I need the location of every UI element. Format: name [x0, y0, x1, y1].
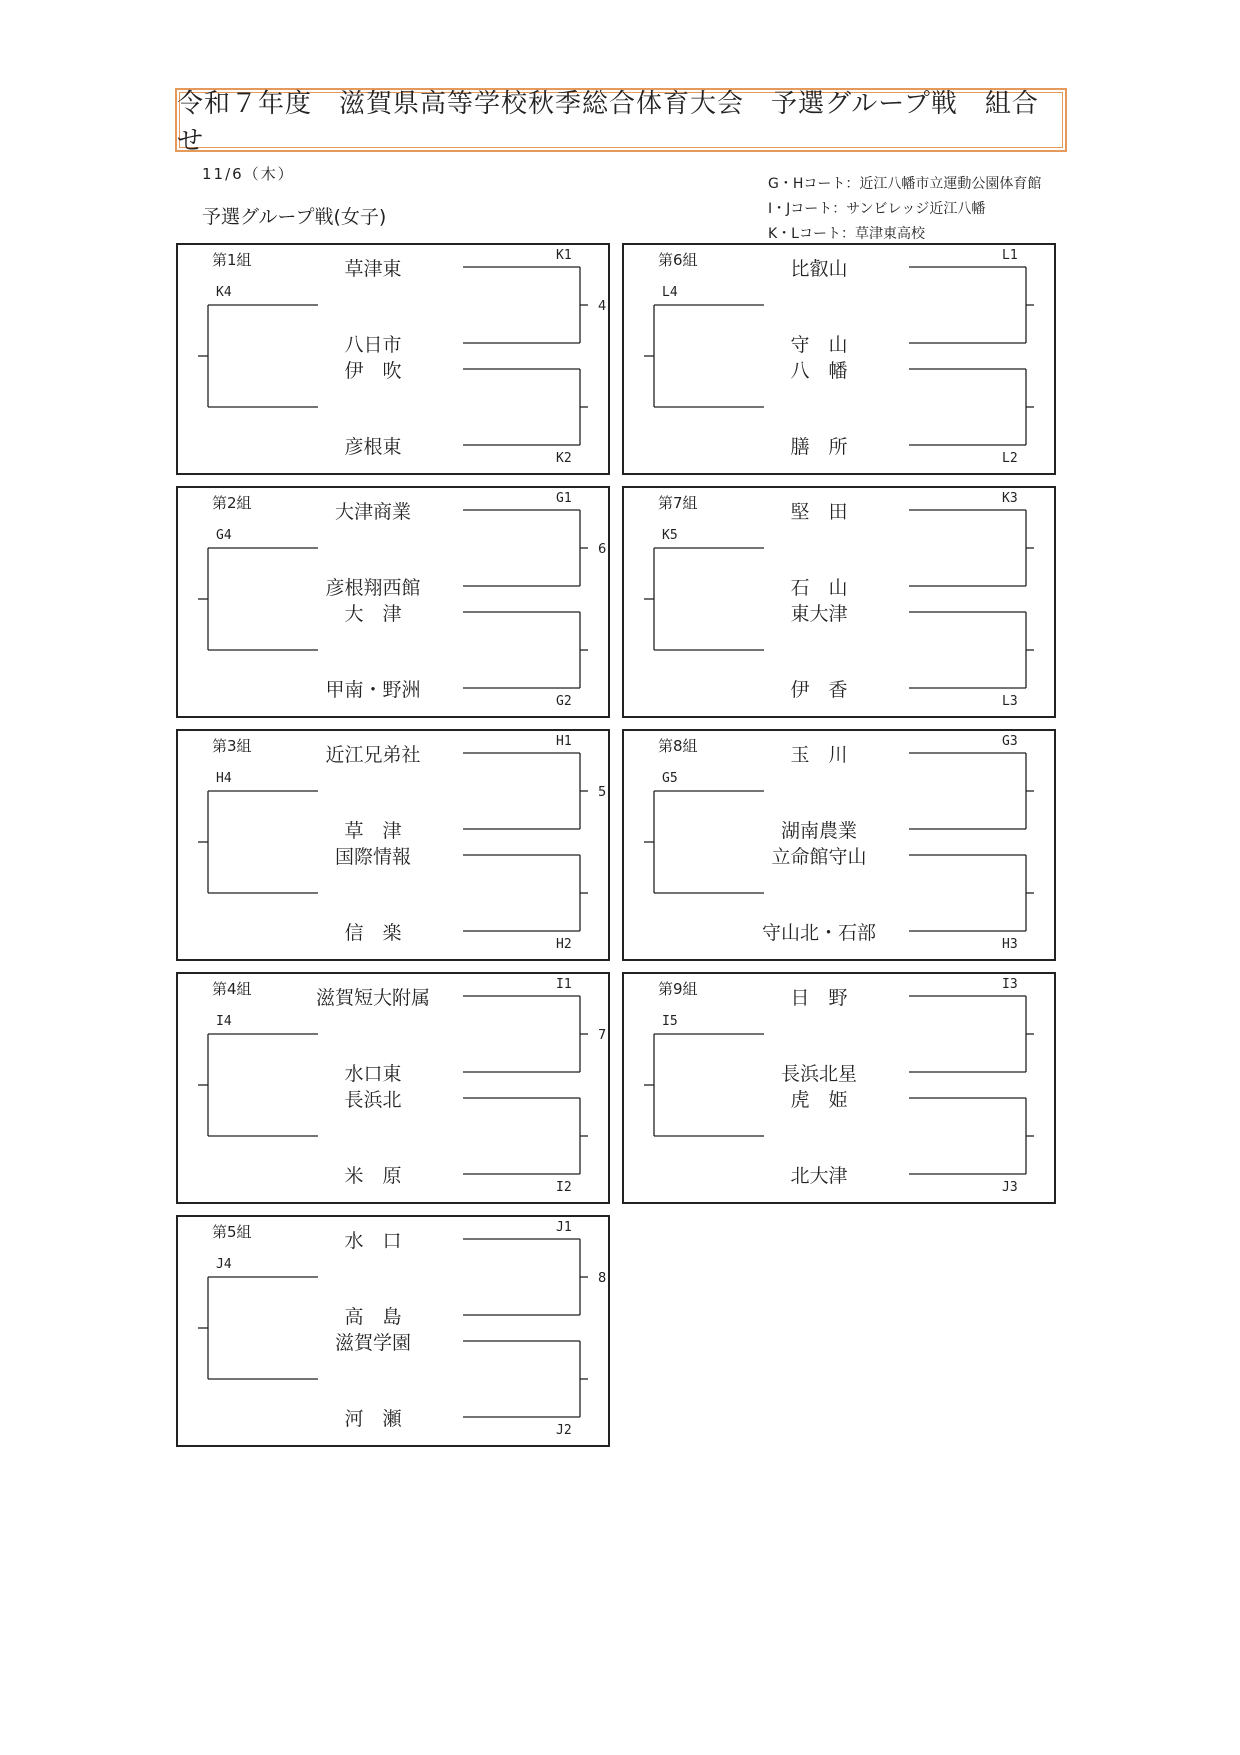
court-code-top: G1	[556, 491, 572, 506]
team-name: 伊 香	[790, 679, 848, 701]
team-name: 彦根翔西館	[325, 577, 421, 599]
court-code-bottom: G2	[556, 694, 572, 709]
team-name: 東大津	[790, 603, 848, 625]
team-name: 湖南農業	[780, 820, 857, 842]
team-name: 長浜北	[344, 1089, 402, 1111]
court-code-bottom: J3	[1002, 1180, 1018, 1195]
court-code-top: I1	[556, 977, 572, 992]
team-name: 水口東	[344, 1063, 402, 1085]
court-code-left: L4	[662, 285, 678, 300]
group-card	[176, 243, 610, 475]
group-name: 第6組	[658, 251, 698, 269]
court-code-left: G4	[216, 528, 232, 543]
court-code-bottom: K2	[556, 451, 572, 466]
team-name: 近江兄弟社	[325, 744, 421, 766]
team-name: 伊 吹	[344, 360, 402, 382]
group-name: 第8組	[658, 737, 698, 755]
court-line-ij: I・Jコート：サンビレッジ近江八幡	[768, 201, 986, 217]
court-code-bottom: H3	[1002, 937, 1018, 952]
team-name: 北大津	[790, 1165, 848, 1187]
court-code-top: J1	[556, 1220, 572, 1235]
court-line-kl: K・Lコート：草津東高校	[768, 226, 925, 242]
team-name: 草 津	[344, 820, 402, 842]
court-code-left: I4	[216, 1014, 232, 1029]
court-code-left: J4	[216, 1257, 232, 1272]
team-name: 滋賀学園	[334, 1332, 411, 1354]
court-code-left: I5	[662, 1014, 678, 1029]
group-name: 第7組	[658, 494, 698, 512]
group-number: 7	[598, 1028, 607, 1043]
page-title: 令和７年度 滋賀県高等学校秋季総合体育大会 予選グループ戦 組合せ	[175, 88, 1067, 152]
court-code-left: G5	[662, 771, 678, 786]
court-code-bottom: L2	[1002, 451, 1018, 466]
group-name: 第3組	[212, 737, 252, 755]
team-name: 彦根東	[344, 436, 402, 458]
match-date: 11/6（木）	[202, 165, 295, 183]
group-number: 8	[598, 1271, 607, 1286]
group-name: 第5組	[212, 1223, 252, 1241]
team-name: 水 口	[344, 1230, 402, 1252]
team-name: 膳 所	[790, 436, 848, 458]
team-name: 河 瀬	[344, 1408, 402, 1430]
section-heading: 予選グループ戦(女子)	[202, 206, 387, 228]
court-code-bottom: J2	[556, 1423, 572, 1438]
team-name: 信 楽	[344, 922, 402, 944]
group-card	[622, 486, 1056, 718]
team-name: 長浜北星	[780, 1063, 857, 1085]
group-number: 4	[598, 299, 607, 314]
group-card	[176, 1215, 610, 1447]
team-name: 草津東	[344, 258, 402, 280]
group-name: 第9組	[658, 980, 698, 998]
team-name: 高 島	[344, 1306, 402, 1328]
court-code-left: H4	[216, 771, 232, 786]
team-name: 日 野	[790, 987, 848, 1009]
team-name: 石 山	[790, 577, 848, 599]
court-code-top: I3	[1002, 977, 1018, 992]
court-code-bottom: L3	[1002, 694, 1018, 709]
team-name: 玉 川	[790, 744, 848, 766]
court-code-top: G3	[1002, 734, 1018, 749]
team-name: 国際情報	[334, 846, 411, 868]
team-name: 大津商業	[334, 501, 411, 523]
team-name: 八日市	[344, 334, 402, 356]
group-name: 第1組	[212, 251, 252, 269]
court-assignments	[768, 172, 1041, 247]
team-name: 八 幡	[790, 360, 848, 382]
group-card	[176, 972, 610, 1204]
group-name: 第2組	[212, 494, 252, 512]
court-code-left: K4	[216, 285, 232, 300]
court-code-top: L1	[1002, 248, 1018, 263]
team-name: 甲南・野洲	[325, 679, 421, 701]
court-code-bottom: H2	[556, 937, 572, 952]
court-code-top: K3	[1002, 491, 1018, 506]
court-code-top: H1	[556, 734, 572, 749]
group-card	[622, 243, 1056, 475]
team-name: 滋賀短大附属	[315, 987, 430, 1009]
team-name: 大 津	[344, 603, 402, 625]
group-card	[622, 972, 1056, 1204]
court-code-left: K5	[662, 528, 678, 543]
court-code-bottom: I2	[556, 1180, 572, 1195]
team-name: 立命館守山	[771, 846, 867, 868]
team-name: 虎 姫	[790, 1089, 848, 1111]
team-name: 守山北・石部	[761, 922, 876, 944]
team-name: 米 原	[344, 1165, 402, 1187]
group-card	[176, 486, 610, 718]
group-card	[622, 729, 1056, 961]
team-name: 堅 田	[790, 501, 848, 523]
court-line-gh: G・Hコート：近江八幡市立運動公園体育館	[768, 176, 1042, 192]
group-number: 6	[598, 542, 607, 557]
team-name: 比叡山	[790, 258, 848, 280]
group-name: 第4組	[212, 980, 252, 998]
group-card	[176, 729, 610, 961]
team-name: 守 山	[790, 334, 848, 356]
court-code-top: K1	[556, 248, 572, 263]
group-number: 5	[598, 785, 607, 800]
